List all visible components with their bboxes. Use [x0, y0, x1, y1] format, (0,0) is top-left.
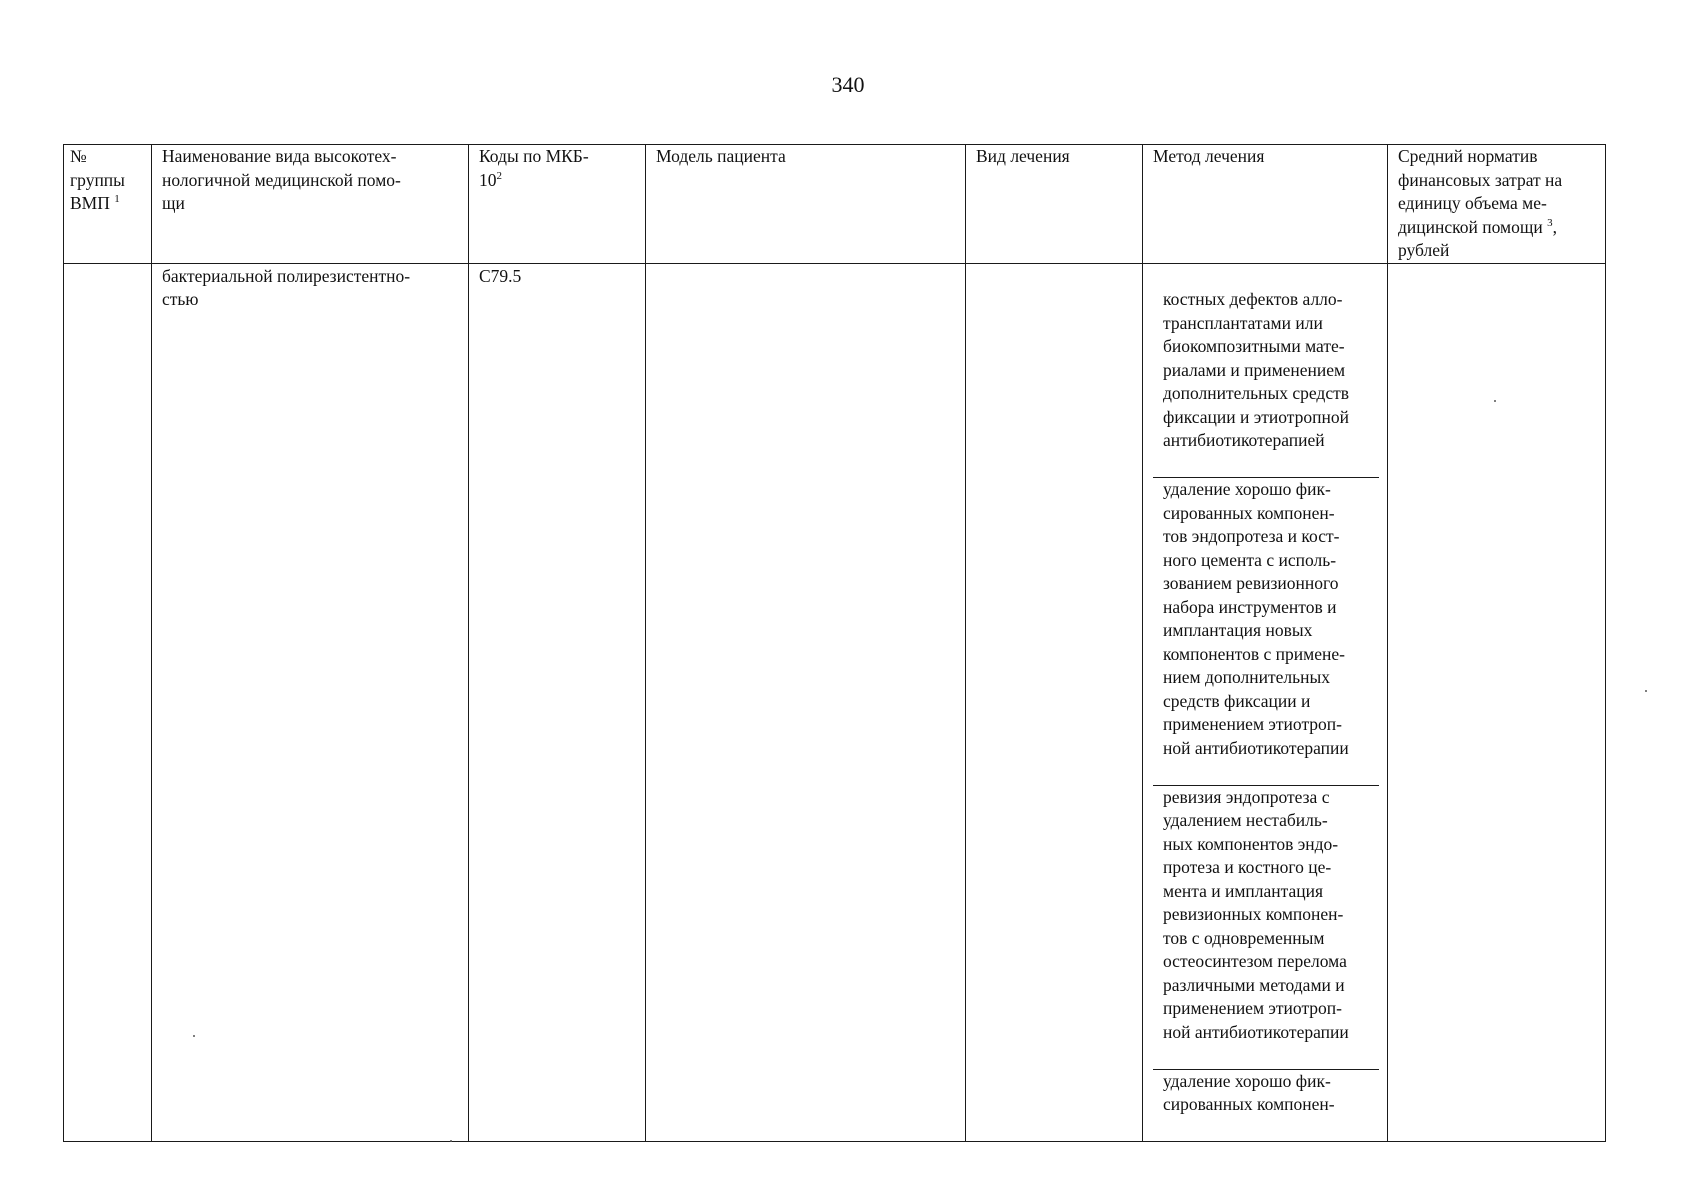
footnote-marker: 3 — [1547, 216, 1553, 229]
header-treatment-method: Метод лечения — [1143, 145, 1388, 264]
cell-treatment-methods — [1143, 263, 1388, 1142]
cell-care-type-name: бактериальной полирезистентно- стью — [152, 263, 469, 1142]
header-group-number: № группы ВМП $^1$ — [64, 145, 152, 264]
table-header-row — [64, 145, 1606, 264]
header-treatment-type: Вид лечения — [966, 145, 1143, 264]
vmp-table — [63, 144, 1606, 1142]
footnote-marker: 2 — [496, 169, 502, 182]
page-number: 340 — [831, 72, 865, 97]
cell-patient-model — [646, 263, 966, 1142]
method-item: удаление хорошо фик- сированных компонен- — [1153, 1069, 1379, 1118]
header-icd-codes: Коды по МКБ- $10^2$ — [469, 145, 646, 264]
header-care-type-name: Наименование вида высокотех- нологичной медицинской помо- щи — [152, 145, 469, 264]
method-item: ревизия эндопротеза с удалением нестабиль- ных компонентов эндо- протеза и костного це- мента и имплантация ревизионных компонен- тов с одновременным остеосинтезом перелома различными методами и применением этиотроп- ной антибиотикотерапии — [1153, 785, 1379, 1046]
method-item: костных дефектов алло- трансплантатами или биокомпозитными мате- риалами и применением дополнительных средств фиксации и этиотропной антибиотикотерапией — [1163, 289, 1350, 450]
footnote-marker: 1 — [114, 193, 120, 205]
scan-speck — [450, 1140, 452, 1142]
cell-icd-codes: C79.5 — [469, 263, 646, 1142]
cell-group-number — [64, 263, 152, 1142]
scan-speck — [1494, 400, 1496, 402]
header-patient-model: Модель пациента — [646, 145, 966, 264]
scan-speck — [193, 1035, 195, 1037]
scan-speck — [1645, 690, 1647, 692]
table-row — [64, 263, 1606, 1142]
cell-average-cost — [1388, 263, 1606, 1142]
header-average-cost: Средний норматив финансовых затрат на единицу объема ме- дицинской помощи $^3$, рублей — [1388, 145, 1606, 264]
method-item: удаление хорошо фик- сированных компонен- тов эндопротеза и кост- ного цемента с исполь- зованием ревизионного набора инструментов и имплантация новых компонентов с примене- нием дополнительных средств фиксации и применением этиотроп- ной антибиотикотерапии — [1153, 477, 1379, 761]
cell-treatment-type — [966, 263, 1143, 1142]
